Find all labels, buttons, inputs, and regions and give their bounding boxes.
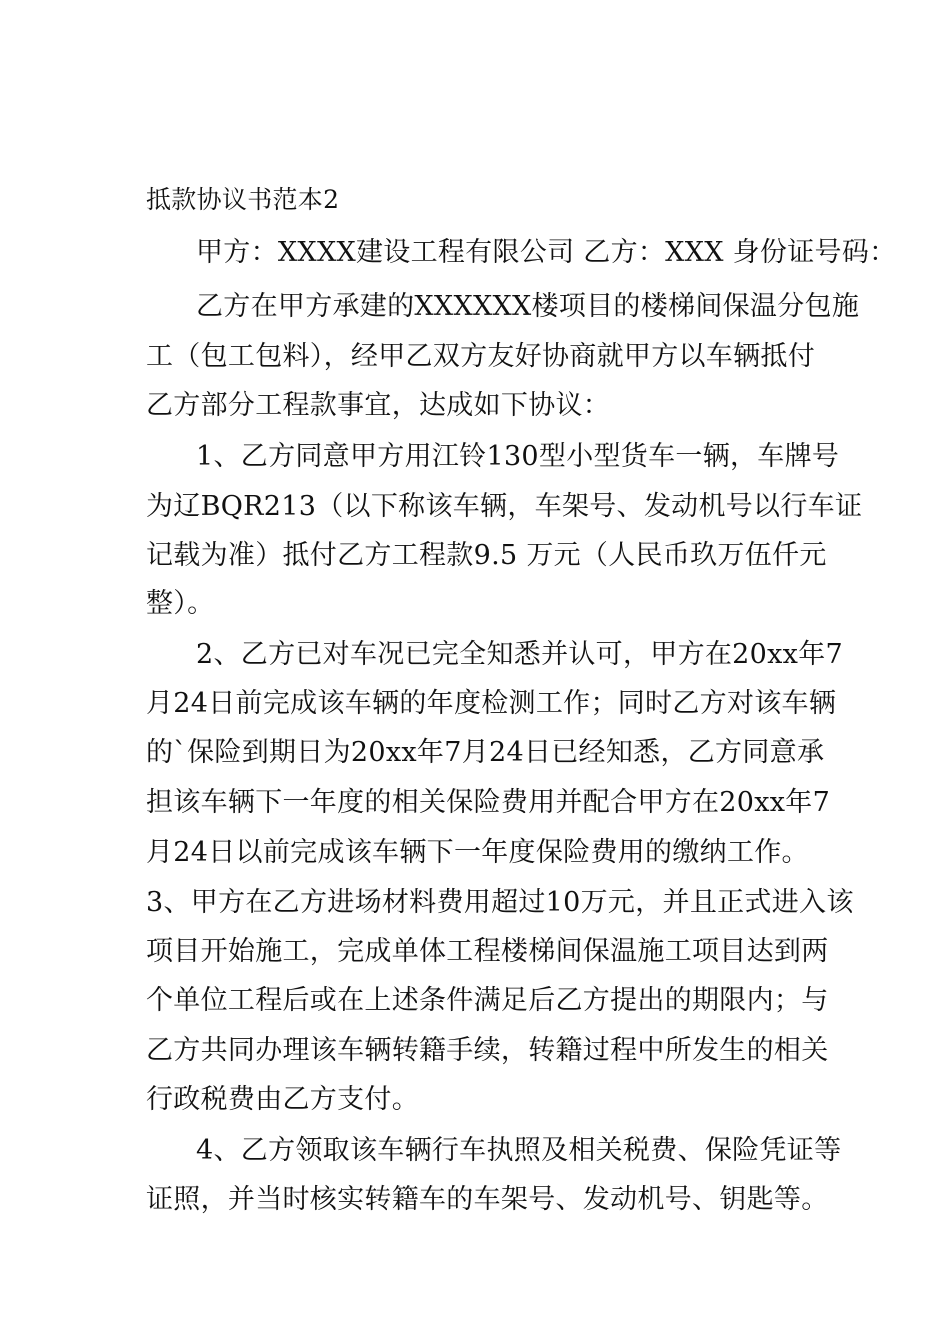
- text-line: 乙方部分工程款事宜，达成如下协议：: [146, 390, 611, 421]
- text-line: 为辽BQR213（以下称该车辆，车架号、发动机号以行车证: [146, 491, 863, 522]
- clause-1-line: 1、乙方同意甲方用江铃130型小型货车一辆，车牌号: [196, 441, 840, 472]
- text-line: 行政税费由乙方支付。: [146, 1084, 419, 1115]
- text-line: 月24日以前完成该车辆下一年度保险费用的缴纳工作。: [146, 837, 809, 868]
- text-line: 月24日前完成该车辆的年度检测工作；同时乙方对该车辆: [146, 688, 837, 719]
- text-line: 工（包工包料），经甲乙双方友好协商就甲方以车辆抵付: [146, 341, 815, 372]
- text-line: 个单位工程后或在上述条件满足后乙方提出的期限内；与: [146, 985, 829, 1016]
- text-line: 证照，并当时核实转籍车的车架号、发动机号、钥匙等。: [146, 1184, 829, 1215]
- text-line: 整）。: [146, 588, 215, 619]
- clause-3-line: 3、甲方在乙方进场材料费用超过10万元，并且正式进入该: [146, 887, 854, 918]
- document-title: 抵款协议书范本2: [146, 185, 340, 214]
- parties-line: 甲方：XXXX建设工程有限公司 乙方：XXX 身份证号码：: [196, 237, 897, 268]
- clause-4-line: 4、乙方领取该车辆行车执照及相关税费、保险凭证等: [196, 1135, 842, 1166]
- text-line: 记载为准）抵付乙方工程款9.5 万元（人民币玖万伍仟元: [146, 540, 827, 571]
- text-line: 担该车辆下一年度的相关保险费用并配合甲方在20xx年7: [146, 787, 831, 818]
- clause-2-line: 2、乙方已对车况已完全知悉并认可，甲方在20xx年7: [196, 639, 843, 670]
- text-line: 乙方共同办理该车辆转籍手续，转籍过程中所发生的相关: [146, 1035, 829, 1066]
- text-line: 乙方在甲方承建的XXXXXX楼项目的楼梯间保温分包施: [196, 291, 860, 322]
- text-line: 的`保险到期日为20xx年7月24日已经知悉，乙方同意承: [146, 737, 825, 768]
- text-line: 项目开始施工，完成单体工程楼梯间保温施工项目达到两: [146, 936, 829, 967]
